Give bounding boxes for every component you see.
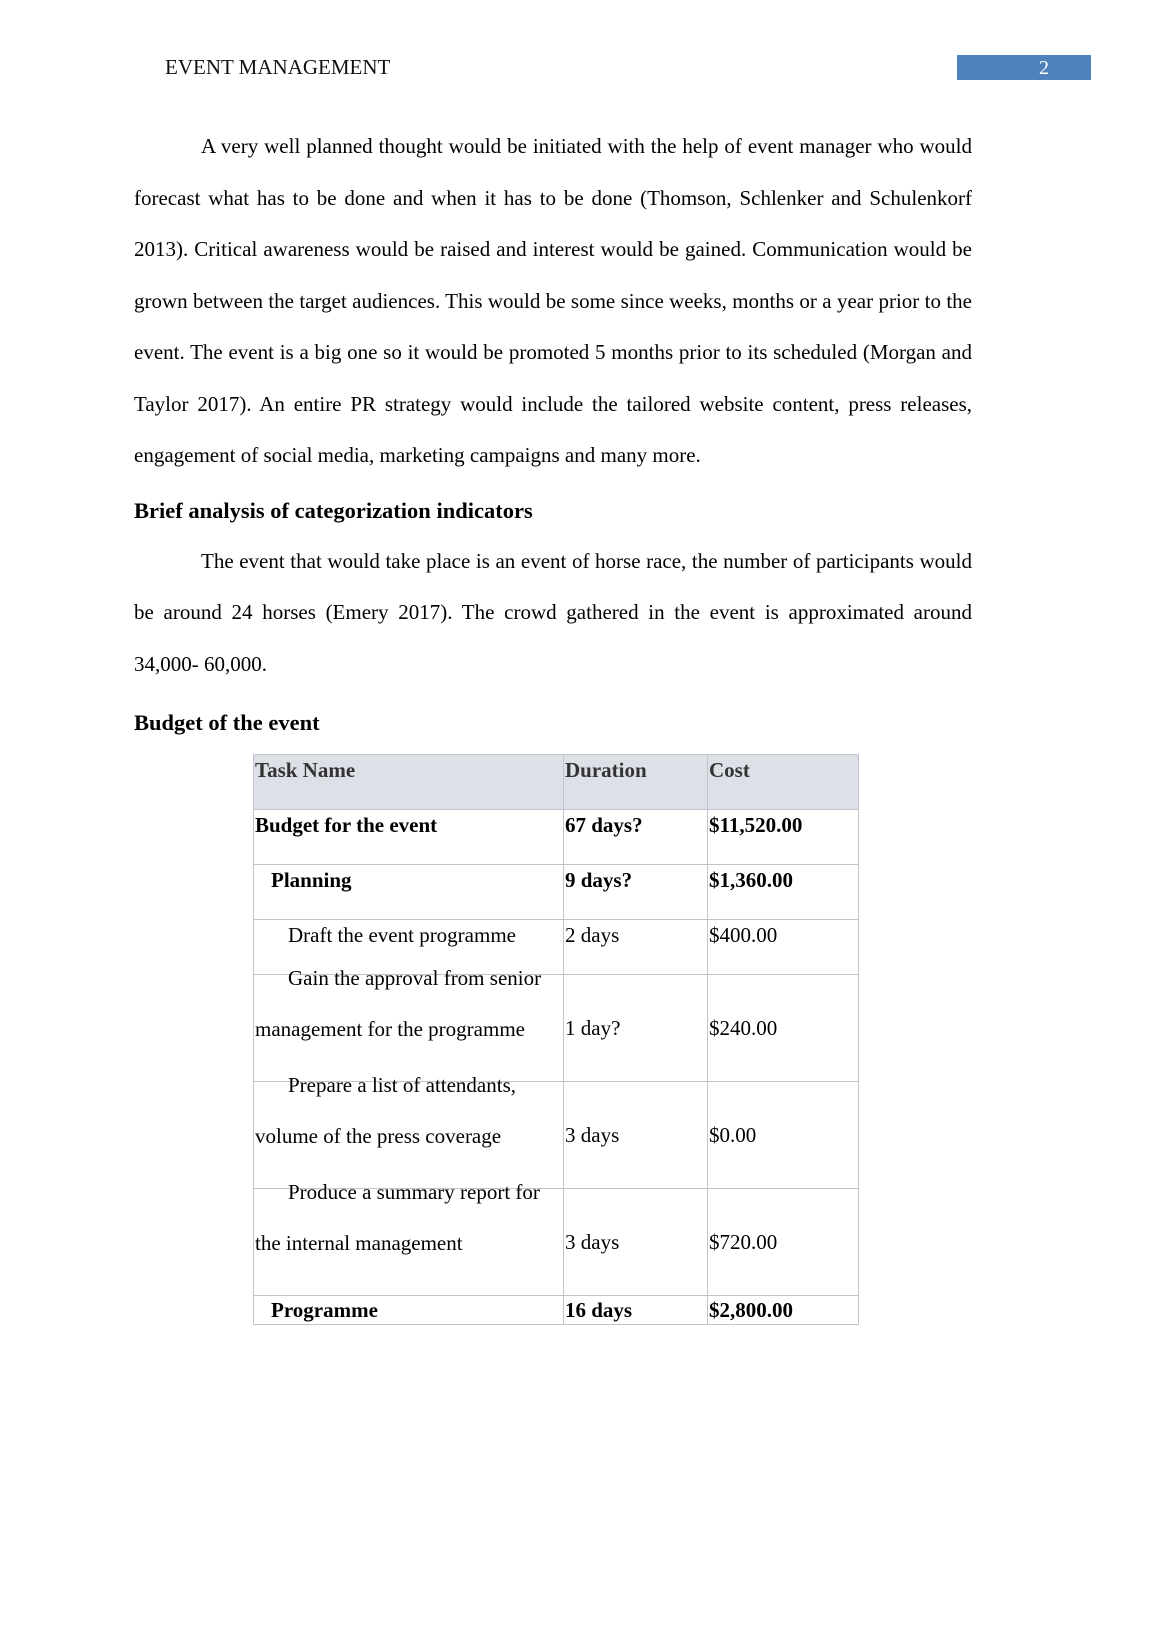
duration-cell: 3 days <box>564 1189 708 1296</box>
column-header: Task Name <box>254 755 564 810</box>
paragraph: A very well planned thought would be initiated with the help of event manager who would forecast what has to be done and when it has to be done (Thomson, Schlenker and Schulenkorf 2013). Critical awareness would be raised and interest would be gained. Communication would be grown between the target audiences. This would be some since weeks, months or a year prior to the event. The event is a big one so it would be promoted 5 months prior to its scheduled (Morgan and Taylor 2017). An entire PR strategy would include the tailored website content, press releases, engagement of social media, marketing campaigns and many more. <box>134 134 972 467</box>
task-cell: Produce a summary report for the internal management <box>254 1189 564 1296</box>
budget-table <box>253 754 859 1325</box>
duration-cell: 9 days? <box>564 865 708 920</box>
running-header: EVENT MANAGEMENT <box>165 55 391 79</box>
table-row <box>254 1189 859 1296</box>
cost-cell: $240.00 <box>708 975 859 1082</box>
task-cell: Prepare a list of attendants, volume of the press coverage <box>254 1082 564 1189</box>
duration-cell: 16 days <box>564 1296 708 1325</box>
column-header: Duration <box>564 755 708 810</box>
duration-cell: 2 days <box>564 920 708 975</box>
task-cell: Budget for the event <box>254 810 564 865</box>
cost-cell: $1,360.00 <box>708 865 859 920</box>
cost-cell: $720.00 <box>708 1189 859 1296</box>
document-body <box>134 121 972 1325</box>
section-heading: Brief analysis of categorization indicators <box>134 497 533 523</box>
task-cell: Programme <box>254 1296 564 1325</box>
cost-cell: $11,520.00 <box>708 810 859 865</box>
task-cell: Draft the event programme <box>254 920 564 975</box>
column-header: Cost <box>708 755 859 810</box>
task-cell: Planning <box>254 865 564 920</box>
page-number: 2 <box>957 55 1091 80</box>
duration-cell: 67 days? <box>564 810 708 865</box>
section-heading: Budget of the event <box>134 710 320 735</box>
cost-cell: $0.00 <box>708 1082 859 1189</box>
table-row <box>254 1296 859 1325</box>
duration-cell: 1 day? <box>564 975 708 1082</box>
cost-cell: $2,800.00 <box>708 1296 859 1325</box>
cost-cell: $400.00 <box>708 920 859 975</box>
task-cell: Gain the approval from senior management for the programme <box>254 975 564 1082</box>
duration-cell: 3 days <box>564 1082 708 1189</box>
paragraph: The event that would take place is an event of horse race, the number of participants would be around 24 horses (Emery 2017). The crowd gathered in the event is approximated around 34,000- 60,000. <box>134 548 972 676</box>
